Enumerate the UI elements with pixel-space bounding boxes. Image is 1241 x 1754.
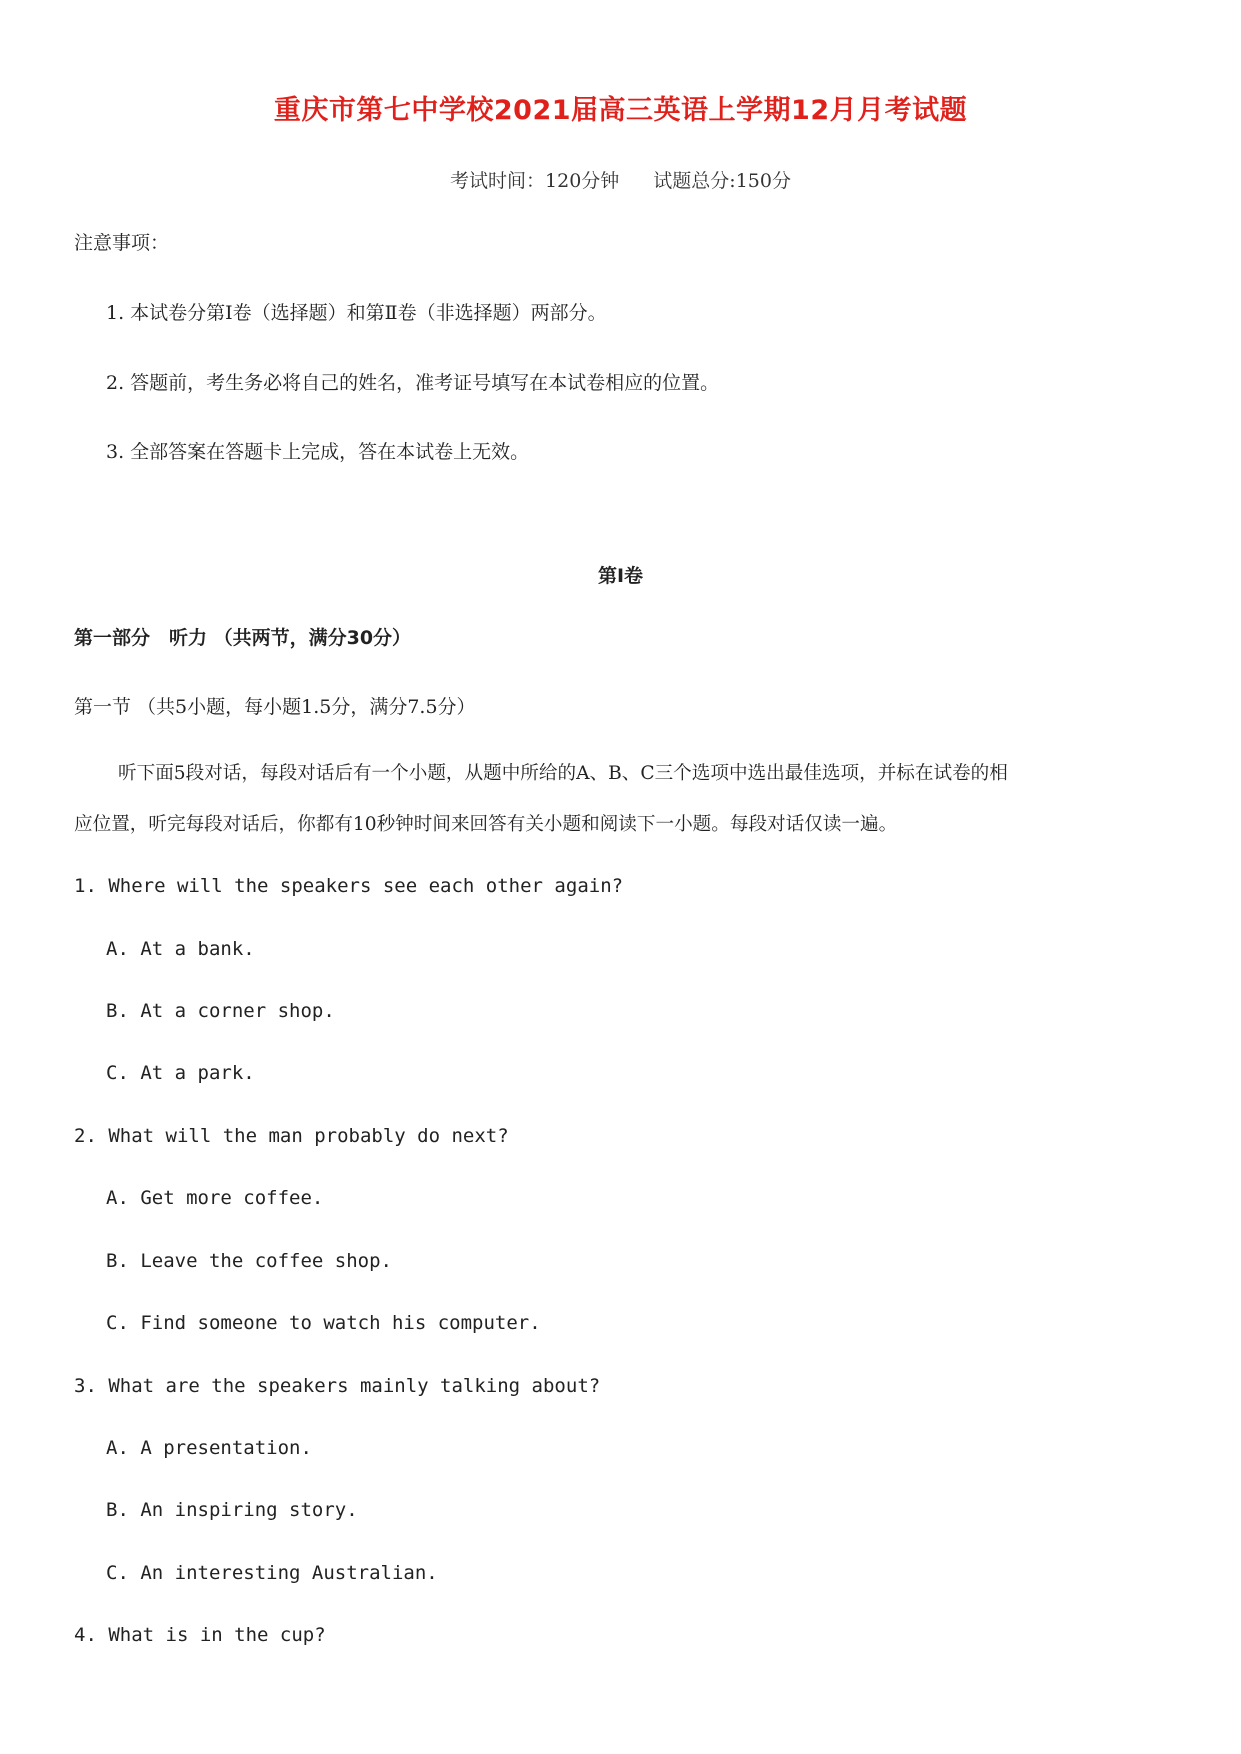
answer-option: A. A presentation.: [106, 1437, 312, 1459]
total-score: 试题总分:150分: [653, 170, 791, 192]
answer-option: B. At a corner shop.: [106, 1000, 335, 1022]
question-stem: 3. What are the speakers mainly talking about?: [74, 1375, 601, 1397]
answer-option: B. Leave the coffee shop.: [106, 1250, 392, 1272]
question-stem: 1. Where will the speakers see each other again?: [74, 875, 624, 897]
question-stem: 4. What is in the cup?: [74, 1624, 326, 1646]
part-heading: 第一部分 听力 （共两节，满分30分）: [74, 627, 412, 649]
exam-meta: [0, 166, 1241, 193]
question-stem: 2. What will the man probably do next?: [74, 1125, 509, 1147]
exam-time: 考试时间：120分钟: [450, 170, 620, 192]
note-item: 3. 全部答案在答题卡上完成，答在本试卷上无效。: [106, 441, 530, 463]
answer-option: C. At a park.: [106, 1062, 255, 1084]
notes-heading: 注意事项：: [74, 232, 170, 254]
answer-option: C. An interesting Australian.: [106, 1562, 438, 1584]
answer-option: A. At a bank.: [106, 938, 255, 960]
volume-title: 第Ⅰ卷: [597, 565, 644, 587]
instructions-line: 听下面5段对话，每段对话后有一个小题，从题中所给的A、B、C三个选项中选出最佳选项，并标在试卷的相: [118, 763, 1008, 784]
answer-option: C. Find someone to watch his computer.: [106, 1312, 541, 1334]
answer-option: B. An inspiring story.: [106, 1499, 358, 1521]
exam-title: 重庆市第七中学校2021届高三英语上学期12月月考试题: [273, 95, 968, 126]
note-item: 2. 答题前，考生务必将自己的姓名，准考证号填写在本试卷相应的位置。: [106, 372, 720, 394]
answer-option: A. Get more coffee.: [106, 1187, 324, 1209]
note-item: 1. 本试卷分第Ⅰ卷（选择题）和第Ⅱ卷（非选择题）两部分。: [106, 302, 607, 324]
section-heading: 第一节 （共5小题，每小题1.5分，满分7.5分）: [74, 696, 476, 718]
instructions-line: 应位置，听完每段对话后，你都有10秒钟时间来回答有关小题和阅读下一小题。每段对话仅读一遍。: [74, 814, 898, 835]
